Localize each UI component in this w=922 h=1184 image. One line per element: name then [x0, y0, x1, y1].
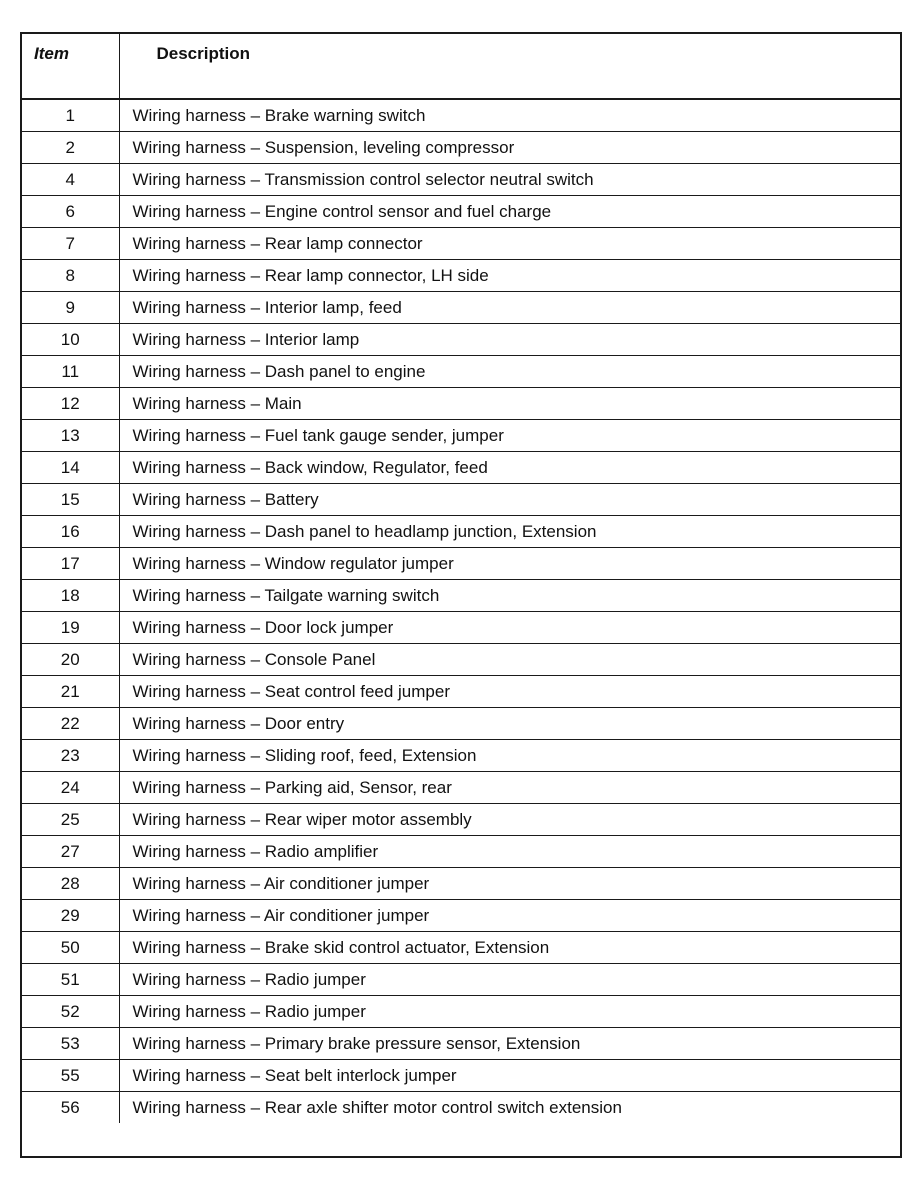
description-cell: Wiring harness – Sliding roof, feed, Extension: [119, 740, 900, 772]
table-row: [22, 99, 900, 132]
table-row: [22, 708, 900, 740]
item-number-cell: 9: [22, 292, 119, 324]
description-cell: Wiring harness – Rear axle shifter motor control switch extension: [119, 1092, 900, 1124]
item-number-cell: 7: [22, 228, 119, 260]
description-cell: Wiring harness – Fuel tank gauge sender, jumper: [119, 420, 900, 452]
item-number-cell: 50: [22, 932, 119, 964]
table-row: [22, 772, 900, 804]
table-row: [22, 932, 900, 964]
table-row: [22, 356, 900, 388]
description-cell: Wiring harness – Window regulator jumper: [119, 548, 900, 580]
table-row: [22, 644, 900, 676]
item-number-cell: 56: [60, 1098, 80, 1117]
description-cell: Wiring harness – Radio amplifier: [119, 836, 900, 868]
description-cell: Wiring harness – Air conditioner jumper: [119, 900, 900, 932]
item-number-cell: 24: [22, 772, 119, 804]
table-header: [22, 34, 900, 99]
table-row: [22, 452, 900, 484]
description-cell: Wiring harness – Interior lamp: [119, 324, 900, 356]
table-row: [22, 132, 900, 164]
header-row: [22, 34, 900, 99]
table-row: [22, 804, 900, 836]
table-row: [22, 388, 900, 420]
table-row: [22, 836, 900, 868]
item-number-cell: 20: [22, 644, 119, 676]
description-cell: Wiring harness – Rear lamp connector: [119, 228, 900, 260]
item-number-cell: 10: [22, 324, 119, 356]
table-row: [22, 1092, 900, 1124]
description-cell: Wiring harness – Radio jumper: [119, 996, 900, 1028]
table-row: [22, 484, 900, 516]
item-number-cell: 15: [22, 484, 119, 516]
item-number-cell: 4: [22, 164, 119, 196]
table-row: [22, 676, 900, 708]
table-row: [22, 900, 900, 932]
item-number-cell: 23: [22, 740, 119, 772]
description-cell: Wiring harness – Console Panel: [119, 644, 900, 676]
item-number-cell: 2: [22, 132, 119, 164]
table-row: [22, 964, 900, 996]
wiring-harness-table: [22, 34, 900, 1123]
item-number-cell: 11: [22, 356, 119, 388]
item-number-cell: 21: [22, 676, 119, 708]
item-number-cell: 27: [22, 836, 119, 868]
item-number-cell: 28: [22, 868, 119, 900]
item-number-cell: 51: [22, 964, 119, 996]
description-cell: Wiring harness – Air conditioner jumper: [119, 868, 900, 900]
table-row: [22, 324, 900, 356]
table-row: [22, 420, 900, 452]
description-cell: Wiring harness – Seat control feed jumper: [119, 676, 900, 708]
item-number-cell: 1: [22, 99, 119, 132]
item-number-cell: 17: [22, 548, 119, 580]
description-cell: Wiring harness – Suspension, leveling compressor: [119, 132, 900, 164]
table-row: [22, 1028, 900, 1060]
description-cell: Wiring harness – Tailgate warning switch: [119, 580, 900, 612]
item-number-cell: 16: [22, 516, 119, 548]
item-number-cell: 8: [22, 260, 119, 292]
item-number-cell: 14: [22, 452, 119, 484]
table-row: [22, 996, 900, 1028]
table-row: [22, 612, 900, 644]
item-number-cell: 13: [22, 420, 119, 452]
table-row: [22, 292, 900, 324]
item-number-cell: 18: [22, 580, 119, 612]
item-number-cell: 52: [22, 996, 119, 1028]
column-header-description: Description: [119, 34, 900, 99]
table-row: [22, 740, 900, 772]
description-cell: Wiring harness – Brake skid control actuator, Extension: [119, 932, 900, 964]
item-number-cell: 6: [22, 196, 119, 228]
table-row: [22, 196, 900, 228]
table-row: [22, 164, 900, 196]
description-cell: Wiring harness – Door entry: [119, 708, 900, 740]
description-cell: Wiring harness – Seat belt interlock jumper: [119, 1060, 900, 1092]
item-number-cell: 12: [22, 388, 119, 420]
description-cell: Wiring harness – Dash panel to headlamp junction, Extension: [119, 516, 900, 548]
description-cell: Wiring harness – Interior lamp, feed: [119, 292, 900, 324]
description-cell: Wiring harness – Back window, Regulator, feed: [119, 452, 900, 484]
description-cell: Wiring harness – Brake warning switch: [119, 99, 900, 132]
table-row: [22, 260, 900, 292]
description-cell: Wiring harness – Primary brake pressure sensor, Extension: [119, 1028, 900, 1060]
item-number-cell: 19: [22, 612, 119, 644]
wiring-harness-table-frame: [20, 32, 902, 1158]
item-number-cell: 53: [22, 1028, 119, 1060]
description-cell: Wiring harness – Main: [119, 388, 900, 420]
item-number-cell: 25: [22, 804, 119, 836]
description-cell: Wiring harness – Radio jumper: [119, 964, 900, 996]
item-number-cell: 29: [22, 900, 119, 932]
table-row: [22, 548, 900, 580]
table-row: [22, 1060, 900, 1092]
description-cell: Wiring harness – Rear lamp connector, LH side: [119, 260, 900, 292]
description-cell: Wiring harness – Engine control sensor and fuel charge: [119, 196, 900, 228]
table-row: [22, 228, 900, 260]
table-body: [22, 99, 900, 1123]
table-row: [22, 580, 900, 612]
description-cell: Wiring harness – Transmission control selector neutral switch: [119, 164, 900, 196]
item-number-cell: 22: [22, 708, 119, 740]
table-row: [22, 516, 900, 548]
item-number-cell: 55: [22, 1060, 119, 1092]
table-row: [22, 868, 900, 900]
description-cell: Wiring harness – Battery: [119, 484, 900, 516]
description-cell: Wiring harness – Dash panel to engine: [119, 356, 900, 388]
column-header-item: Item: [22, 34, 119, 99]
description-cell: Wiring harness – Parking aid, Sensor, rear: [119, 772, 900, 804]
description-cell: Wiring harness – Rear wiper motor assembly: [119, 804, 900, 836]
description-cell: Wiring harness – Door lock jumper: [119, 612, 900, 644]
